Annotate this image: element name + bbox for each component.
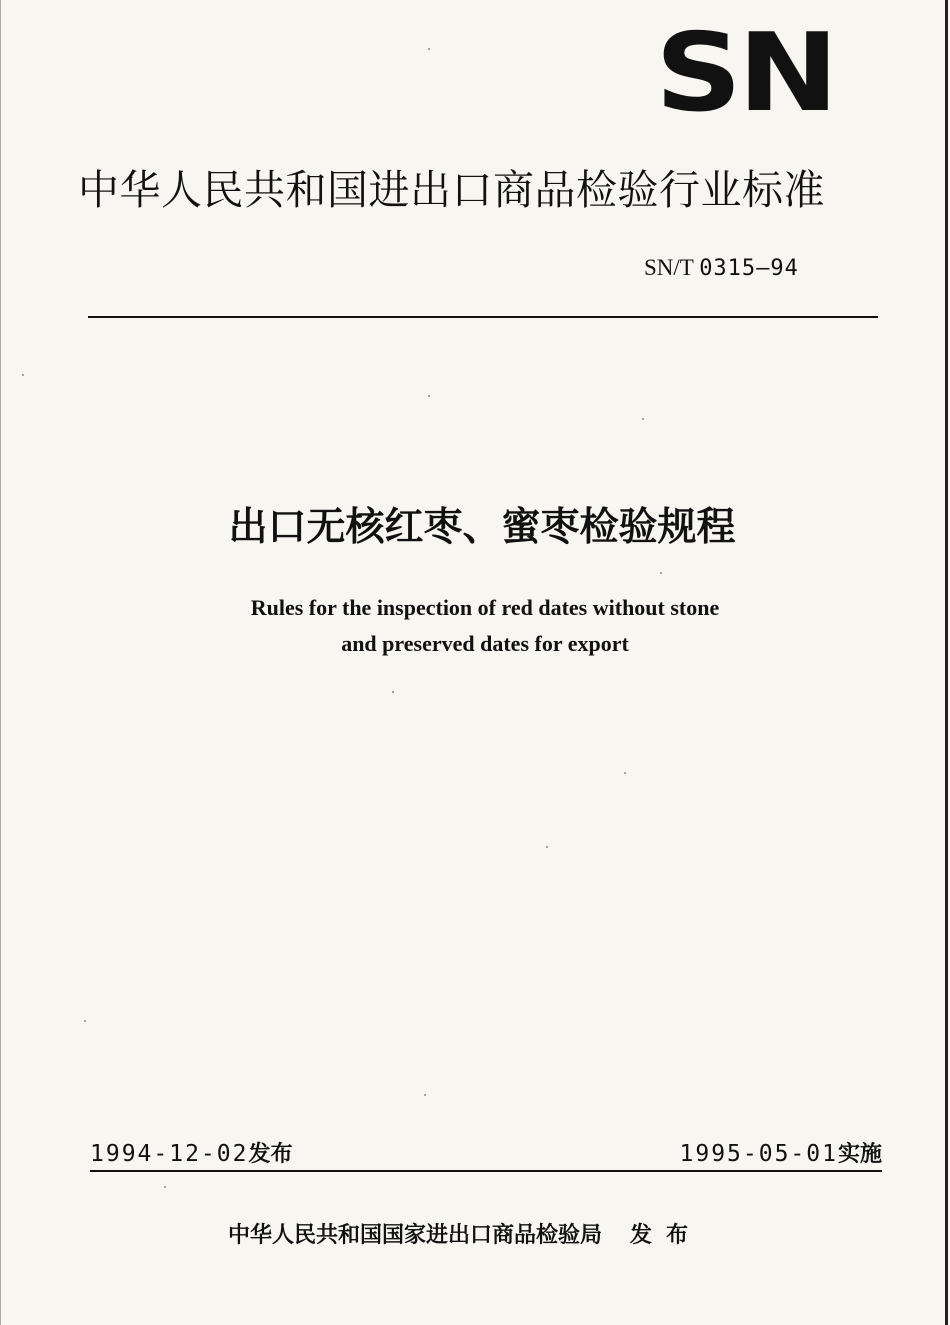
scan-speck [428,48,430,50]
scan-speck [424,1094,426,1096]
effective-label: 实施 [837,1142,882,1167]
scan-speck [392,691,394,693]
standard-prefix: SN/T [644,255,694,280]
effective-date: 1995-05-01 [679,1141,838,1167]
standard-number [644,254,799,283]
effective-date-block [680,1136,883,1172]
release-label: 发布 [630,1223,703,1248]
footer-divider [90,1170,882,1172]
scan-speck [22,374,24,376]
english-title-line-1: Rules for the inspection of red dates without stone [250,595,720,620]
scan-speck [164,1186,166,1188]
scan-speck [624,772,626,774]
document-title-chinese: 出口无核红枣、蜜枣检验规程 [228,505,736,550]
page-edge-right [945,0,948,1325]
issue-date: 1994-12-02 [90,1141,249,1167]
document-title-english [0,590,950,662]
page-edge-left [0,0,1,1325]
standard-code: 0315—94 [699,256,799,281]
english-title-line-2: and preserved dates for export [341,631,629,656]
scan-speck [660,572,662,574]
scan-speck [642,418,644,420]
publisher-line [228,1216,702,1256]
scan-speck [546,846,548,848]
publisher-name: 中华人民共和国国家进出口商品检验局 [228,1223,603,1248]
header-divider [88,316,878,318]
org-title: 中华人民共和国进出口商品检验行业标准 [78,166,825,214]
date-row [90,1136,882,1170]
scan-speck [428,395,430,397]
issue-date-block [90,1136,293,1172]
sn-logo: SN [655,11,835,136]
issue-label: 发布 [248,1142,293,1167]
scan-speck [84,1020,86,1022]
